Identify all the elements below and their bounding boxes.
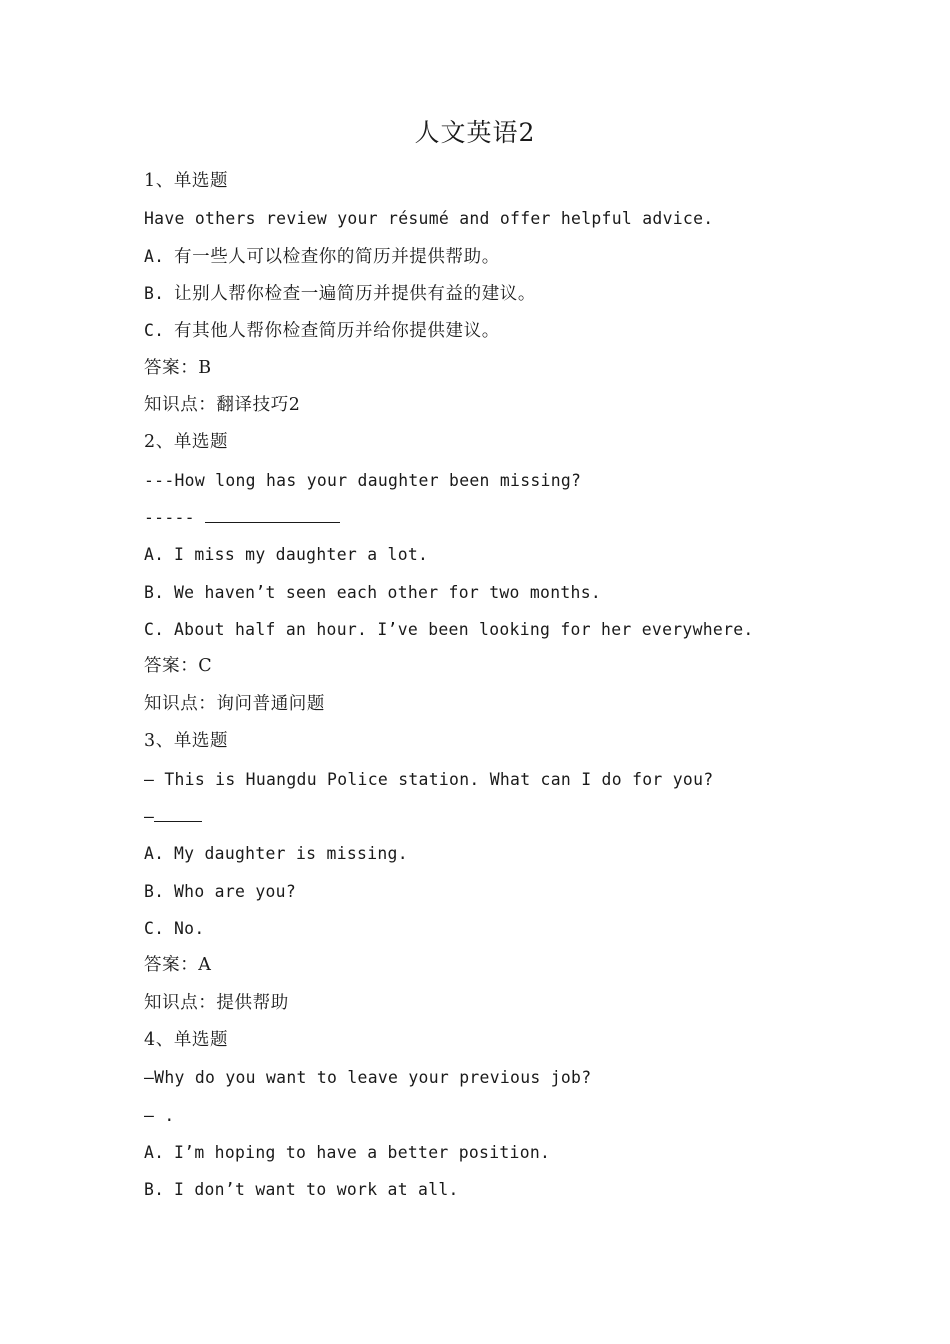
question-header: 3、单选题 [144,731,229,752]
option-a [144,1134,864,1171]
option-letter: A. [144,844,165,864]
option-c [144,910,864,947]
option-letter: A. [144,246,165,266]
option-text: My daughter is missing. [174,844,408,864]
answer-line: 答案：B [144,357,212,378]
option-b [144,873,864,910]
knowledge-point: 知识点：提供帮助 [144,992,289,1013]
question-stem: — This is Huangdu Police station. What can I do for you? [144,769,714,789]
option-letter: C. [144,918,165,938]
option-letter: A. [144,1142,165,1162]
question-stem: Have others review your résumé and offer helpful advice. [144,209,714,229]
option-b [144,574,864,611]
document-title: 人文英语2 [414,118,536,147]
question-header: 2、单选题 [144,432,229,453]
option-text: We haven’t seen each other for two months. [174,582,602,602]
reply-prefix: ----- [144,508,206,528]
option-a [144,238,864,275]
knowledge-point: 知识点：询问普通问题 [144,693,325,714]
question-stem: —Why do you want to leave your previous job? [144,1068,592,1088]
option-letter: B. [144,1180,165,1200]
answer-blank [205,500,340,523]
reply-blank-line [144,798,864,835]
reply-blank-line [144,499,864,536]
option-letter: B. [144,284,165,304]
option-a [144,835,864,872]
option-text: About half an hour. I’ve been looking for her everywhere. [174,620,754,640]
option-letter: B. [144,881,165,901]
option-c [144,312,864,349]
option-text: Who are you? [174,881,297,901]
option-letter: C. [144,620,165,640]
reply-prefix: — [144,806,155,826]
option-letter: A. [144,545,165,565]
option-b [144,275,864,312]
question-list [144,163,864,1209]
option-text: I don’t want to work at all. [174,1180,459,1200]
option-c [144,611,864,648]
question-header: 4、单选题 [144,1029,229,1050]
knowledge-point: 知识点：翻译技巧2 [144,395,301,416]
option-text: I’m hoping to have a better position. [174,1142,551,1162]
reply-prefix: — . [144,1105,175,1125]
option-text: 有其他人帮你检查简历并给你提供建议。 [174,321,500,342]
option-text: No. [174,918,205,938]
question-stem: ---How long has your daughter been missing? [144,470,582,490]
answer-line: 答案：C [144,656,213,677]
answer-line: 答案：A [144,955,212,976]
option-text: 有一些人可以检查你的简历并提供帮助。 [174,246,500,267]
option-letter: C. [144,321,165,341]
reply-blank-line [144,1097,864,1134]
option-letter: B. [144,582,165,602]
answer-blank [154,799,202,822]
option-a [144,536,864,573]
option-b [144,1171,864,1208]
option-text: I miss my daughter a lot. [174,545,429,565]
question-header: 1、单选题 [144,171,229,191]
option-text: 让别人帮你检查一遍简历并提供有益的建议。 [174,284,536,305]
